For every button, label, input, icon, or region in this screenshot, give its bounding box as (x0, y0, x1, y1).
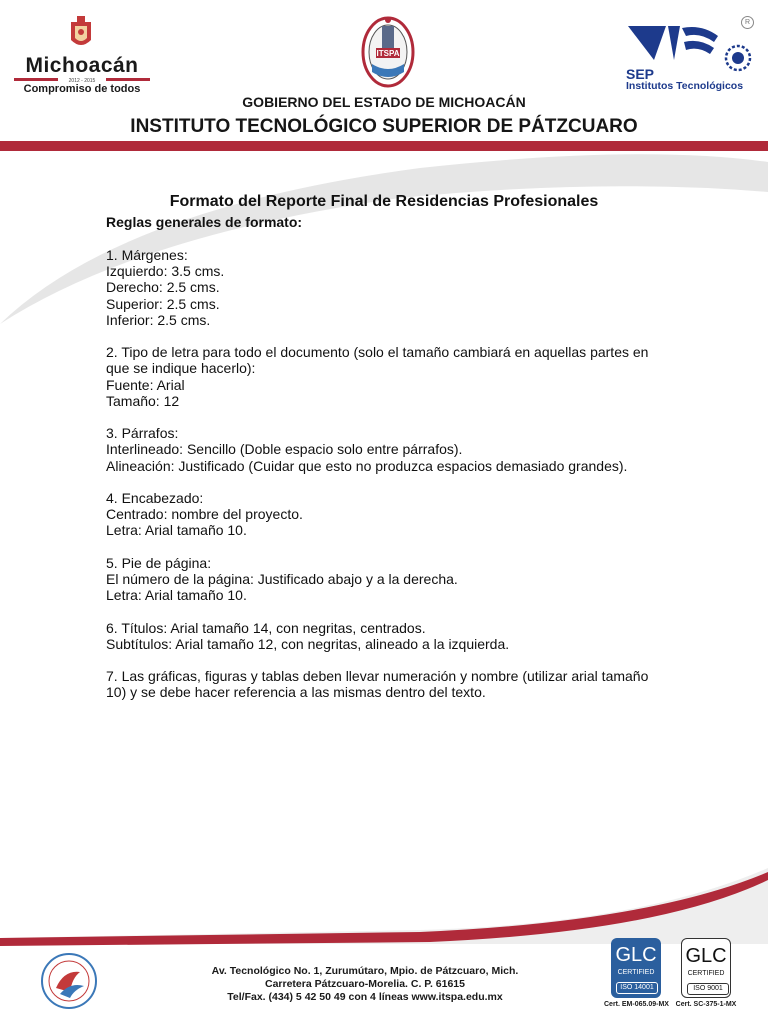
rule-line: El número de la página: Justificado abajo y a la derecha. (106, 571, 458, 587)
rule-font (106, 344, 666, 409)
rule-line: Izquierdo: 3.5 cms. (106, 263, 225, 280)
rule-line: Inferior: 2.5 cms. (106, 311, 211, 328)
rule-line: 5. Pie de página: (106, 554, 212, 571)
glc-certified: CERTIFIED (617, 969, 655, 976)
document-subtitle: Reglas generales de formato: (106, 214, 303, 230)
glc-cert-number: Cert. SC-375-1-MX (675, 1001, 737, 1008)
rule-header (106, 490, 666, 539)
sep-word: SEP (626, 66, 655, 82)
rule-footer (106, 555, 666, 604)
rule-figures (106, 668, 666, 700)
rule-line: 1. Márgenes: (106, 247, 188, 263)
sep-subtitle: Institutos Tecnológicos (626, 80, 744, 92)
rule-line: Interlineado: Sencillo (Doble espacio solo entre párrafos). (106, 441, 463, 458)
glc-iso: ISO 14001 (616, 982, 658, 994)
sep-logo (620, 14, 760, 94)
rule-line: 7. Las gráficas, figuras y tablas deben llevar numeración y nombre (utilizar arial tamaño 10) y se debe hacer referencia a las mismas dentro del texto. (106, 668, 649, 701)
glc-iso-9001-badge (674, 938, 738, 1008)
rule-line: Alineación: Justificado (Cuidar que esto no produzca espacios demasiado grandes). (106, 457, 628, 474)
footer-address-line: Av. Tecnológico No. 1, Zurumútaro, Mpio. de Pátzcuaro, Mich. (211, 965, 519, 977)
rule-line: Tamaño: 12 (106, 392, 180, 409)
glc-brand: GLC (615, 944, 657, 966)
rule-line: 3. Párrafos: (106, 425, 179, 442)
michoacan-logo (14, 14, 150, 95)
svg-text:ITSPA: ITSPA (376, 49, 400, 58)
rule-titles (106, 620, 666, 652)
rule-line: Letra: Arial tamaño 10. (106, 522, 247, 539)
rule-line: Fuente: Arial (106, 376, 185, 393)
glc-certified: CERTIFIED (687, 970, 725, 977)
footer-swoosh-decoration (0, 868, 768, 948)
michoacan-motto: Compromiso de todos (23, 83, 141, 95)
rules-list (106, 247, 666, 717)
footer-address-line: Carretera Pátzcuaro-Morelia. C. P. 61615 (265, 978, 465, 990)
rule-line: Centrado: nombre del proyecto. (106, 506, 303, 523)
michoacan-seal-icon (68, 16, 94, 52)
rule-line: 6. Títulos: Arial tamaño 14, con negritas, centrados. (106, 619, 426, 636)
michoacan-name: Michoacán (25, 54, 139, 77)
rule-line: Subtítulos: Arial tamaño 12, con negritas, alineado a la izquierda. (106, 635, 510, 652)
rule-paragraphs (106, 425, 666, 474)
rule-line: Derecho: 2.5 cms. (106, 279, 220, 296)
glc-cert-number: Cert. EM-065.09-MX (604, 1001, 669, 1008)
registered-mark: R (741, 16, 754, 29)
gobierno-heading: GOBIERNO DEL ESTADO DE MICHOACÁN (242, 94, 526, 110)
rule-margins (106, 247, 666, 328)
glc-iso: ISO 9001 (687, 983, 729, 995)
glc-iso-14001-badge (604, 938, 668, 1008)
rule-line: 4. Encabezado: (106, 490, 204, 506)
rule-line: 2. Tipo de letra para todo el documento (solo el tamaño cambiará en aquellas partes en que se indique hacerlo): (106, 344, 649, 377)
rule-line: Letra: Arial tamaño 10. (106, 587, 247, 604)
tecnologicos-gear-icon (724, 44, 752, 72)
itspa-emblem-icon (360, 12, 416, 92)
michoacan-years: 2012 - 2015 (68, 78, 96, 84)
rule-line: Superior: 2.5 cms. (106, 295, 220, 312)
footer-contact-line: Tel/Fax. (434) 5 42 50 49 con 4 líneas www.itspa.edu.mx (227, 991, 503, 1003)
instituto-heading: INSTITUTO TECNOLÓGICO SUPERIOR DE PÁTZCUARO (130, 116, 638, 137)
document-title: Formato del Reporte Final de Residencias Profesionales (169, 193, 599, 210)
glc-brand: GLC (685, 945, 727, 967)
equidad-genero-logo-icon (40, 952, 98, 1010)
sep-emblem-icon (626, 16, 722, 66)
